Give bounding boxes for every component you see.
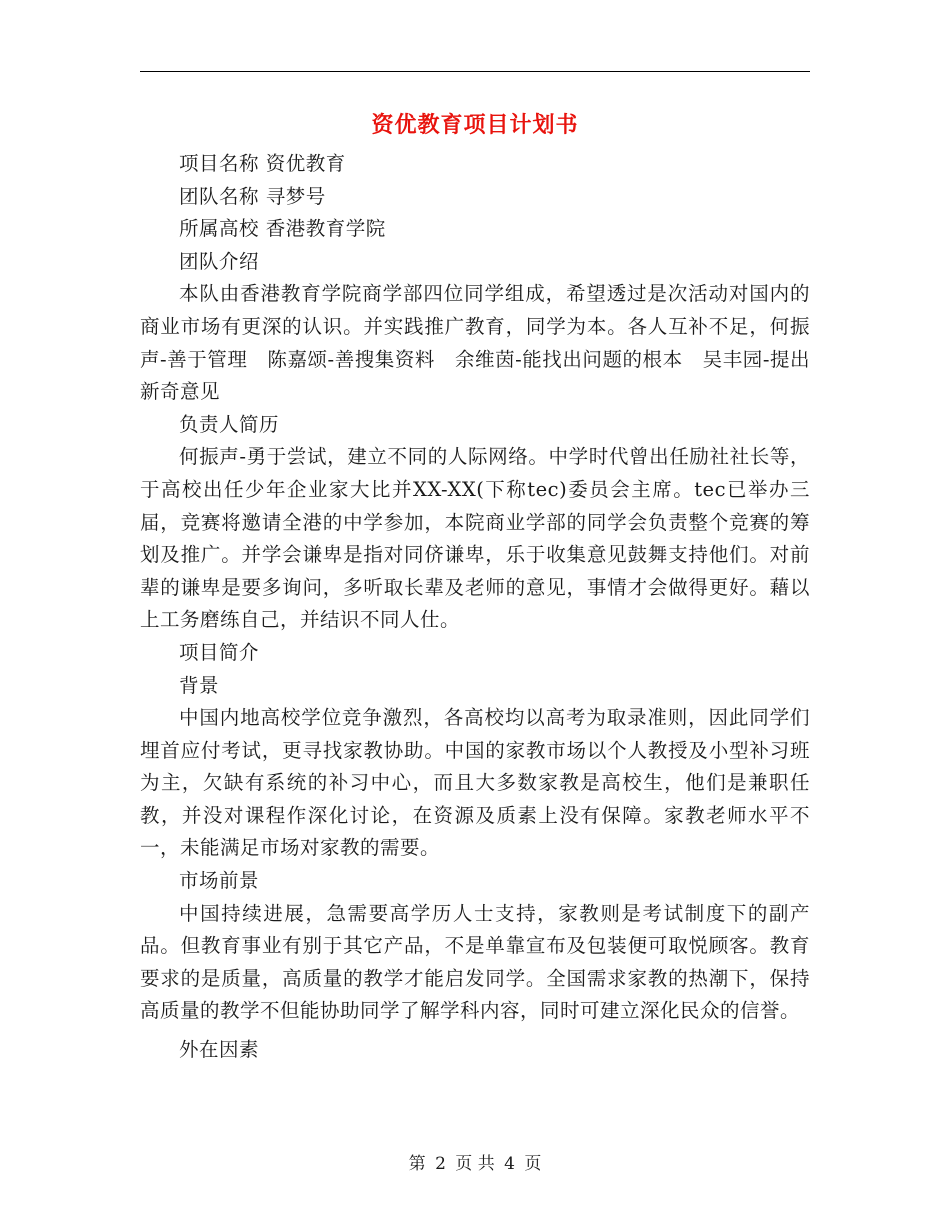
heading-project-summary: 项目简介 bbox=[179, 640, 260, 664]
header-rule bbox=[140, 71, 810, 72]
footer-current-page: 2 bbox=[435, 1154, 446, 1174]
document-title: 资优教育项目计划书 bbox=[371, 112, 579, 138]
heading-background: 背景 bbox=[179, 673, 220, 697]
page-footer bbox=[0, 1152, 950, 1176]
footer-prefix: 第 bbox=[408, 1154, 426, 1174]
footer-total-pages: 4 bbox=[504, 1154, 515, 1174]
paragraph-market-outlook: 中国持续进展，急需要高学历人士支持，家教则是考试制度下的副产品。但教育事业有别于其它产品，不是单靠宣布及包装便可取悦顾客。教育要求的是质量，高质量的教学才能启发同学。全国需求家教的热潮下，保持高质量的教学不但能协助同学了解学科内容，同时可建立深化民众的信誉。 bbox=[140, 901, 810, 1023]
footer-middle: 页 共 bbox=[455, 1154, 495, 1174]
heading-market-outlook: 市场前景 bbox=[179, 869, 260, 893]
heading-external-factors: 外在因素 bbox=[179, 1038, 260, 1062]
paragraph-project-name: 项目名称 资优教育 bbox=[179, 152, 346, 175]
document-body bbox=[140, 148, 810, 1067]
footer-suffix: 页 bbox=[524, 1154, 542, 1174]
paragraph-school: 所属高校 香港教育学院 bbox=[179, 217, 386, 241]
paragraph-leader-resume: 何振声-勇于尝试，建立不同的人际网络。中学时代曾出任励社社长等，于高校出任少年企业家大比并XX-XX(下称tec)委员会主席。tec已举办三届，竞赛将邀请全港的中学参加，本院商业学部的同学会负责整个竞赛的筹划及推广。并学会谦卑是指对同侪谦卑，乐于收集意见鼓舞支持他们。对前辈的谦卑是要多询问，多听取长辈及老师的意见，事情才会做得更好。藉以上工务磨练自己，并结识不同人仕。 bbox=[140, 445, 810, 632]
paragraph-team-intro: 本队由香港教育学院商学部四位同学组成，希望透过是次活动对国内的商业市场有更深的认识。并实践推广教育，同学为本。各人互补不足，何振声-善于管理 陈嘉颂-善搜集资料 余维茵-能找出问题的根本 吴丰园-提出新奇意见 bbox=[140, 282, 810, 404]
paragraph-background: 中国内地高校学位竞争激烈，各高校均以高考为取录准则，因此同学们埋首应付考试，更寻找家教协助。中国的家教市场以个人教授及小型补习班为主，欠缺有系统的补习中心，而且大多数家教是高校生，他们是兼职任教，并没对课程作深化讨论，在资源及质素上没有保障。家教老师水平不一，未能满足市场对家教的需要。 bbox=[140, 706, 810, 860]
paragraph-team-name: 团队名称 寻梦号 bbox=[179, 184, 326, 208]
heading-leader-resume: 负责人简历 bbox=[179, 412, 280, 436]
heading-team-intro: 团队介绍 bbox=[179, 249, 260, 273]
